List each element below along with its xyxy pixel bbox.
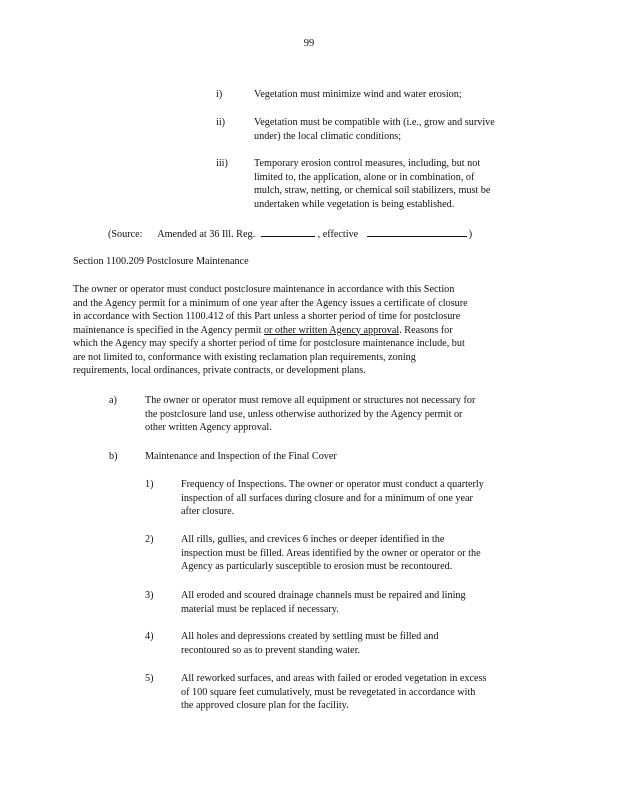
text-line: requirements, local ordinances, private contracts, or development plans. xyxy=(73,365,366,376)
text-line: undertaken while vegetation is being established. xyxy=(254,198,455,210)
text-line: under) the local climatic conditions; xyxy=(254,130,402,142)
section-heading: Section 1100.209 Postclosure Maintenance xyxy=(73,256,249,267)
register-blank xyxy=(261,227,315,237)
underlined-insertion: or other written Agency approval xyxy=(263,324,400,336)
text-line: which the Agency may specify a shorter period of time for postclosure maintenance include, but xyxy=(73,338,465,349)
text-line: Vegetation must minimize wind and water erosion; xyxy=(254,89,462,100)
text-line: All reworked surfaces, and areas with failed or eroded vegetation in excess xyxy=(181,673,487,684)
text-segment: maintenance is specified in the Agency permit xyxy=(73,324,262,336)
text-line: other written Agency approval. xyxy=(145,422,272,433)
intro-paragraph xyxy=(73,283,536,378)
item-ii-number: ii) xyxy=(216,117,226,128)
b-item-4-text xyxy=(181,630,536,657)
text-line: material must be replaced if necessary. xyxy=(181,603,339,615)
text-line: in accordance with Section 1100.412 of this Part unless a shorter period of time for postclosure xyxy=(73,311,461,322)
text-line: Agency as particularly susceptible to erosion must be recontoured. xyxy=(181,561,453,572)
text-line: Vegetation must be compatible with (i.e., grow and survive xyxy=(254,117,495,128)
text-line: The owner or operator must remove all equipment or structures not necessary for xyxy=(145,395,476,406)
effective-date-blank xyxy=(367,227,467,237)
source-amended: Amended at 36 Ill. Reg. xyxy=(157,229,256,240)
text-line: after closure. xyxy=(181,506,235,517)
subsection-b-number: b) xyxy=(109,451,118,462)
text-line: the approved closure plan for the facility. xyxy=(181,700,349,711)
source-close: ) xyxy=(468,229,473,240)
text-line: and the Agency permit for a minimum of one year after the Agency issues a certificate of closure xyxy=(73,297,468,309)
text-line: Temporary erosion control measures, including, but not xyxy=(254,158,481,169)
page-number: 99 xyxy=(303,38,315,49)
subsection-a-number: a) xyxy=(109,395,117,406)
b-item-3-number: 3) xyxy=(145,590,154,601)
text-line: Maintenance and Inspection of the Final Cover xyxy=(145,451,337,462)
source-effective: , effective xyxy=(317,229,359,240)
b-item-1-text xyxy=(181,478,536,519)
text-line: recontoured so as to prevent standing water. xyxy=(181,644,361,656)
b-item-2-text xyxy=(181,533,536,574)
text-line: All eroded and scoured drainage channels must be repaired and lining xyxy=(181,590,466,601)
b-item-1-number: 1) xyxy=(145,479,154,490)
b-item-2-number: 2) xyxy=(145,534,154,545)
b-item-4-number: 4) xyxy=(145,631,154,642)
text-line: The owner or operator must conduct postclosure maintenance in accordance with this Section xyxy=(73,284,455,295)
text-line: mulch, straw, netting, or chemical soil stabilizers, must be xyxy=(254,185,491,196)
source-prefix: (Source: xyxy=(108,229,143,240)
text-line: Frequency of Inspections. The owner or operator must conduct a quarterly xyxy=(181,479,484,490)
b-item-5-number: 5) xyxy=(145,673,154,684)
subsection-a-text xyxy=(145,394,536,435)
item-ii-text xyxy=(254,116,536,143)
b-item-5-text xyxy=(181,672,536,713)
item-iii-text xyxy=(254,157,536,211)
text-line: of 100 square feet cumulatively, must be revegetated in accordance with xyxy=(181,686,476,698)
text-line: limited to, the application, alone or in combination, of xyxy=(254,171,475,183)
b-item-3-text xyxy=(181,589,536,616)
text-segment: . Reasons for xyxy=(399,324,453,336)
text-line: inspection of all surfaces during closure and for a minimum of one year xyxy=(181,492,473,504)
text-line: All rills, gullies, and crevices 6 inches or deeper identified in the xyxy=(181,534,445,545)
subsection-b-text xyxy=(145,450,536,464)
text-line: the postclosure land use, unless otherwise authorized by the Agency permit or xyxy=(145,408,463,420)
item-i-text xyxy=(254,88,494,102)
text-line-mixed xyxy=(73,324,536,338)
text-line: inspection must be filled. Areas identified by the owner or operator or the xyxy=(181,547,481,559)
source-note xyxy=(108,227,472,242)
text-line: All holes and depressions created by settling must be filled and xyxy=(181,631,439,642)
item-i-number: i) xyxy=(216,89,223,100)
item-iii-number: iii) xyxy=(216,158,228,169)
text-line: are not limited to, conformance with existing reclamation plan requirements, zoning xyxy=(73,351,416,363)
